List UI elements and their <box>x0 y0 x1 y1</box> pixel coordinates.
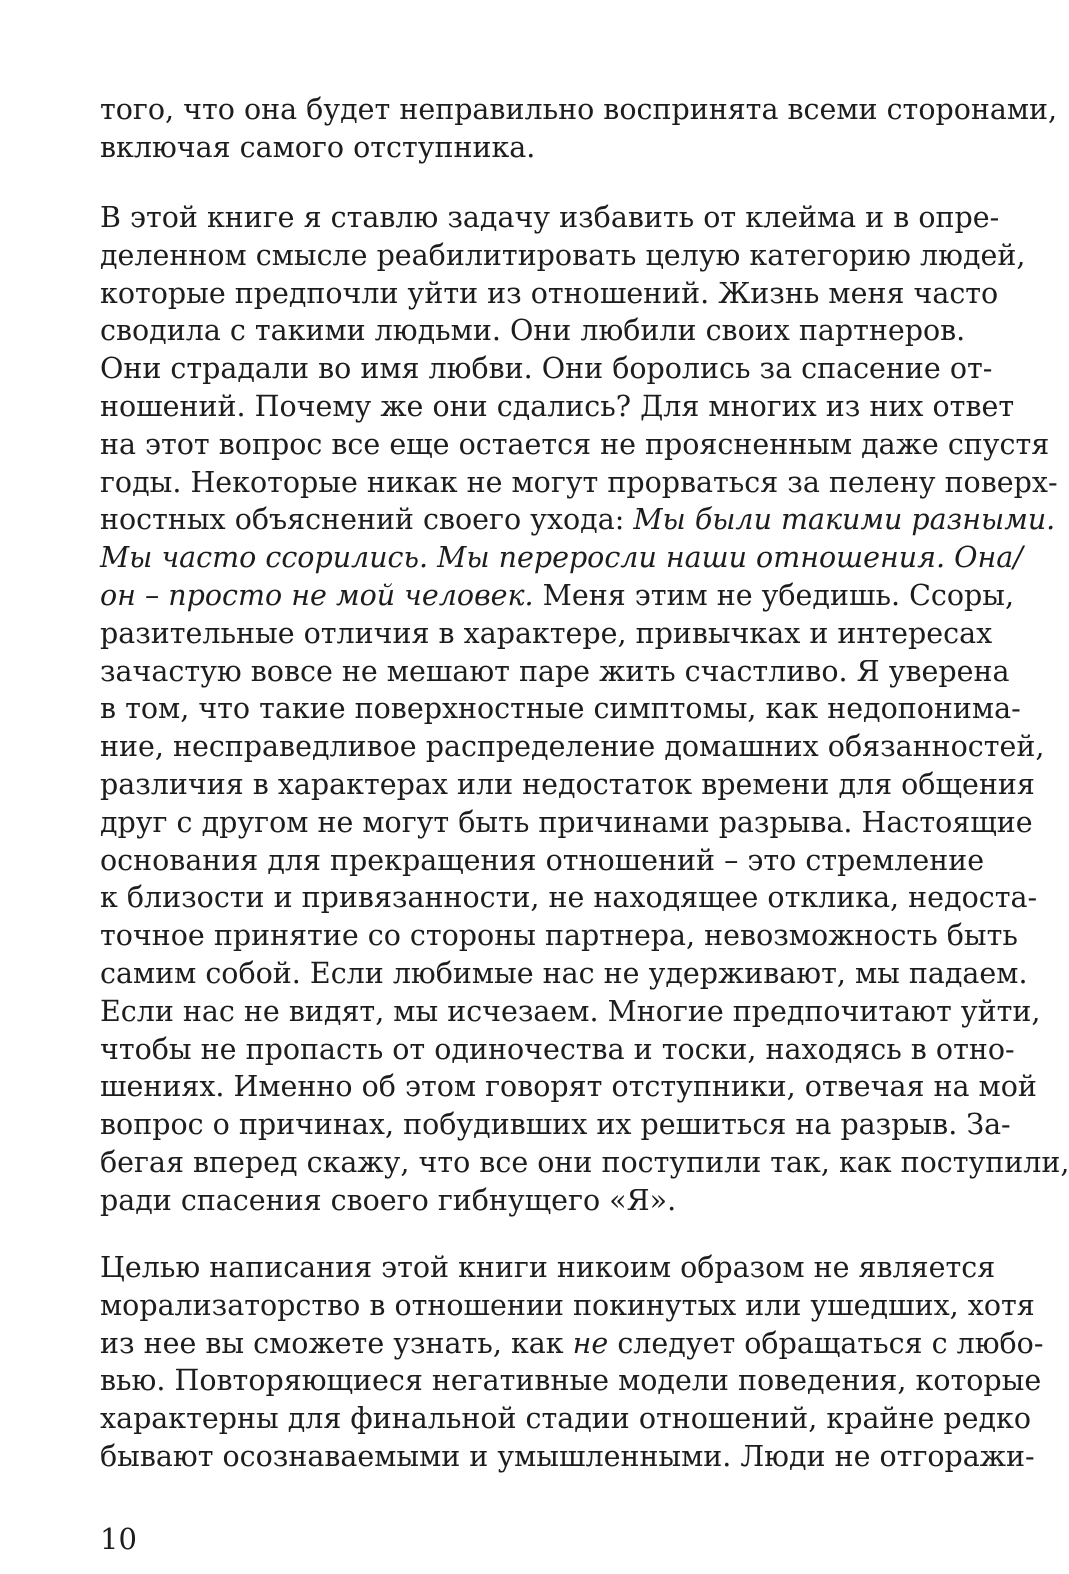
text-line: чтобы не пропасть от одиночества и тоски, находясь в отно- <box>100 1032 1015 1066</box>
text-line: в том, что такие поверхностные симптомы, как недопонима- <box>100 692 1021 726</box>
text-line: Если нас не видят, мы исчезаем. Многие предпочитают уйти, <box>100 994 1041 1028</box>
text-line: ностных объяснений своего ухода: Мы были такими разными. <box>100 503 1056 537</box>
italic-text: не <box>572 1326 609 1360</box>
text-line: разительные отличия в характере, привычках и интересах <box>100 616 993 650</box>
text-line: сводила с такими людьми. Они любили своих партнеров. <box>100 314 966 348</box>
italic-text: он – просто не мой человек. <box>100 578 534 612</box>
text-line: ради спасения своего гибнущего «Я». <box>100 1183 677 1217</box>
text-line: вопрос о причинах, побудивших их решиться на разрыв. За- <box>100 1108 1011 1142</box>
text-line: на этот вопрос все еще остается не проясненным даже спустя <box>100 427 1050 461</box>
text-line: ние, несправедливое распределение домашних обязанностей, <box>100 730 1045 764</box>
paragraph-2 <box>100 199 1069 1220</box>
text-line: основания для прекращения отношений – это стремление <box>100 843 985 877</box>
text-line: характерны для финальной стадии отношений, крайне редко <box>100 1402 1031 1436</box>
text-line: шениях. Именно об этом говорят отступники, отвечая на мой <box>100 1070 1037 1104</box>
text-line: морализаторство в отношении покинутых или ушедших, хотя <box>100 1288 1035 1322</box>
paragraph-3 <box>100 1249 1044 1476</box>
text-line: зачастую вовсе не мешают паре жить счастливо. Я уверена <box>100 654 1010 688</box>
text-line: которые предпочли уйти из отношений. Жизнь меня часто <box>100 276 999 310</box>
text-line: бывают осознаваемыми и умышленными. Люди не отгоражи- <box>100 1439 1035 1473</box>
text-line: включая самого отступника. <box>100 130 536 164</box>
text-line: вью. Повторяющиеся негативные модели поведения, которые <box>100 1364 1042 1398</box>
italic-text: Мы были такими разными. <box>633 503 1056 537</box>
text-line: годы. Некоторые никак не могут прорваться за пелену поверх- <box>100 465 1058 499</box>
text-line: В этой книге я ставлю задачу избавить от клейма и в опре- <box>100 201 1000 234</box>
text-line: точное принятие со стороны партнера, невозможность быть <box>100 919 1018 953</box>
text-line: к близости и привязанности, не находящее отклика, недоста- <box>100 881 1038 915</box>
text-line: Они страдали во имя любви. Они боролись за спасение от- <box>100 352 993 386</box>
text-line: того, что она будет неправильно воспринята всеми сторонами, <box>100 93 1058 126</box>
text-line: из нее вы сможете узнать, как не следует обращаться с любо- <box>100 1326 1044 1360</box>
text-line: бегая вперед скажу, что все они поступили так, как поступили, <box>100 1145 1069 1179</box>
text-line <box>100 539 1023 577</box>
paragraph-1 <box>100 91 1058 167</box>
text-line: он – просто не мой человек. Меня этим не убедишь. Ссоры, <box>100 578 1015 612</box>
text-line: ношений. Почему же они сдались? Для многих из них ответ <box>100 389 1015 423</box>
text-line: деленном смысле реабилитировать целую категорию людей, <box>100 238 1026 272</box>
text-line: самим собой. Если любимые нас не удерживают, мы падаем. <box>100 956 1028 990</box>
text-line: друг с другом не могут быть причинами разрыва. Настоящие <box>100 805 1033 839</box>
italic-text: Мы часто ссорились. Мы переросли наши отношения. Она/ <box>100 541 1023 575</box>
page-number: 10 <box>100 1522 137 1556</box>
text-line: различия в характерах или недостаток времени для общения <box>100 767 1035 801</box>
text-line: Целью написания этой книги никоим образом не является <box>100 1251 996 1284</box>
